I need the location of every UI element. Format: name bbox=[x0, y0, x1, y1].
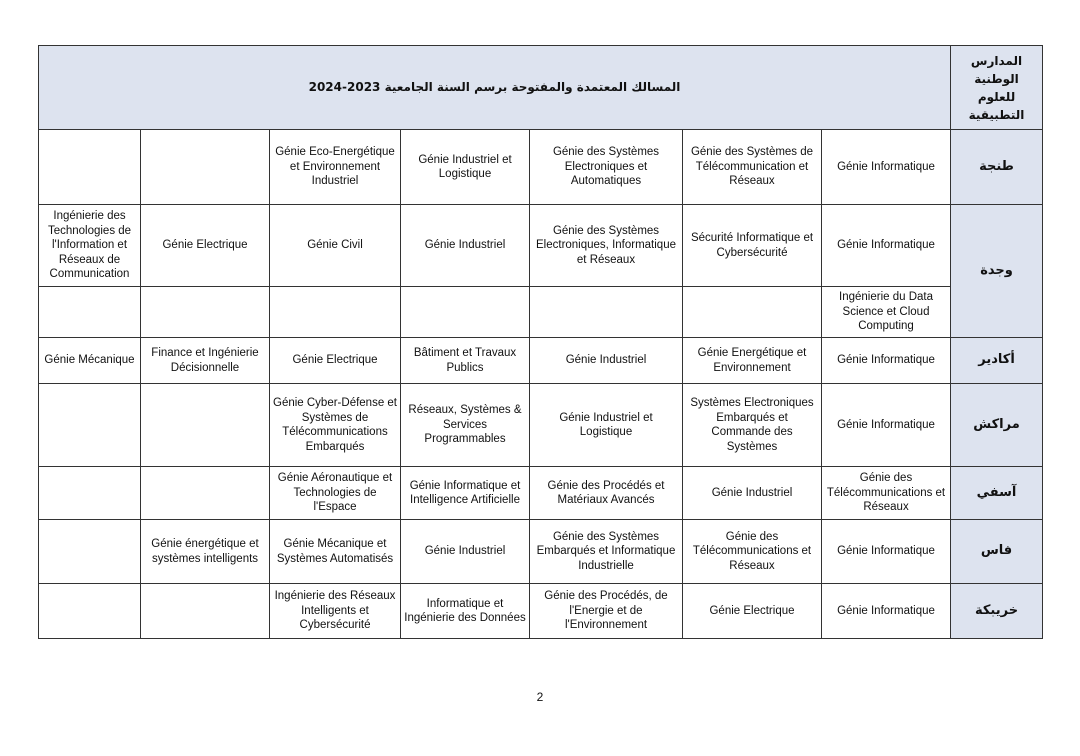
table-row bbox=[39, 338, 1043, 384]
program-cell: Génie Mécanique bbox=[39, 338, 141, 384]
table-row bbox=[39, 130, 1043, 205]
program-cell bbox=[39, 584, 141, 639]
program-cell: Génie Electrique bbox=[141, 205, 270, 287]
table-row bbox=[39, 287, 1043, 338]
program-cell bbox=[141, 287, 270, 338]
program-cell: Génie Industriel bbox=[401, 205, 530, 287]
table-title: المسالك المعتمدة والمفتوحة برسم السنة الجامعية 2023-2024 bbox=[39, 46, 951, 130]
program-cell: Génie des Systèmes Electroniques et Automatiques bbox=[530, 130, 683, 205]
program-cell: Génie Industriel et Logistique bbox=[530, 384, 683, 467]
table-row bbox=[39, 205, 1043, 287]
program-cell: Génie Energétique et Environnement bbox=[683, 338, 822, 384]
program-cell: Réseaux, Systèmes & Services Programmables bbox=[401, 384, 530, 467]
page-number: 2 bbox=[536, 690, 544, 704]
program-cell: Génie Informatique bbox=[822, 584, 951, 639]
program-cell: Génie Electrique bbox=[683, 584, 822, 639]
program-cell bbox=[141, 130, 270, 205]
program-cell: Informatique et Ingénierie des Données bbox=[401, 584, 530, 639]
program-cell: Finance et Ingénierie Décisionnelle bbox=[141, 338, 270, 384]
program-cell: Ingénierie des Technologies de l'Information et Réseaux de Communication bbox=[39, 205, 141, 287]
school-column-header: المدارس الوطنية للعلوم التطبيقية bbox=[951, 46, 1043, 130]
table-row bbox=[39, 520, 1043, 584]
program-cell: Génie Industriel bbox=[401, 520, 530, 584]
program-cell: Génie Civil bbox=[270, 205, 401, 287]
program-cell: Génie Informatique bbox=[822, 338, 951, 384]
school-name: أكادير bbox=[951, 338, 1043, 384]
school-name: طنجة bbox=[951, 130, 1043, 205]
program-cell bbox=[39, 287, 141, 338]
program-cell: Génie des Procédés, de l'Energie et de l'Environnement bbox=[530, 584, 683, 639]
program-cell: Sécurité Informatique et Cybersécurité bbox=[683, 205, 822, 287]
program-cell: Génie des Télécommunications et Réseaux bbox=[822, 467, 951, 520]
program-cell: Ingénierie des Réseaux Intelligents et Cybersécurité bbox=[270, 584, 401, 639]
program-cell: Génie Mécanique et Systèmes Automatisés bbox=[270, 520, 401, 584]
table-row bbox=[39, 467, 1043, 520]
program-cell bbox=[39, 467, 141, 520]
program-cell: Génie des Systèmes Electroniques, Informatique et Réseaux bbox=[530, 205, 683, 287]
program-cell: Génie Eco-Energétique et Environnement Industriel bbox=[270, 130, 401, 205]
school-name: فاس bbox=[951, 520, 1043, 584]
program-cell: Génie des Systèmes Embarqués et Informatique Industrielle bbox=[530, 520, 683, 584]
school-name: مراكش bbox=[951, 384, 1043, 467]
program-cell: Génie Informatique bbox=[822, 384, 951, 467]
program-cell: Génie des Systèmes de Télécommunication et Réseaux bbox=[683, 130, 822, 205]
program-cell: Génie Electrique bbox=[270, 338, 401, 384]
program-cell: Génie Informatique bbox=[822, 130, 951, 205]
program-cell: Génie Informatique et Intelligence Artificielle bbox=[401, 467, 530, 520]
school-name: آسفي bbox=[951, 467, 1043, 520]
school-name: خريبكة bbox=[951, 584, 1043, 639]
program-cell: Génie Informatique bbox=[822, 205, 951, 287]
table-row bbox=[39, 384, 1043, 467]
program-cell: Bâtiment et Travaux Publics bbox=[401, 338, 530, 384]
program-cell: Génie des Télécommunications et Réseaux bbox=[683, 520, 822, 584]
school-name: وجدة bbox=[951, 205, 1043, 338]
program-cell bbox=[401, 287, 530, 338]
program-cell: Génie Informatique bbox=[822, 520, 951, 584]
program-cell: Génie Aéronautique et Technologies de l'Espace bbox=[270, 467, 401, 520]
program-cell: Génie Cyber-Défense et Systèmes de Télécommunications Embarqués bbox=[270, 384, 401, 467]
program-cell: Génie Industriel et Logistique bbox=[401, 130, 530, 205]
program-cell bbox=[39, 384, 141, 467]
program-cell bbox=[39, 130, 141, 205]
program-cell bbox=[141, 384, 270, 467]
program-cell bbox=[141, 467, 270, 520]
program-cell: Ingénierie du Data Science et Cloud Computing bbox=[822, 287, 951, 338]
program-cell: Génie Industriel bbox=[683, 467, 822, 520]
program-cell: Génie Industriel bbox=[530, 338, 683, 384]
program-cell bbox=[683, 287, 822, 338]
program-cell bbox=[39, 520, 141, 584]
program-cell: Génie des Procédés et Matériaux Avancés bbox=[530, 467, 683, 520]
program-cell: Systèmes Electroniques Embarqués et Commande des Systèmes bbox=[683, 384, 822, 467]
program-cell bbox=[270, 287, 401, 338]
table-header-row bbox=[39, 46, 1043, 130]
program-cell bbox=[530, 287, 683, 338]
table-row bbox=[39, 584, 1043, 639]
program-cell bbox=[141, 584, 270, 639]
programs-table bbox=[38, 45, 1043, 639]
program-cell: Génie énergétique et systèmes intelligents bbox=[141, 520, 270, 584]
